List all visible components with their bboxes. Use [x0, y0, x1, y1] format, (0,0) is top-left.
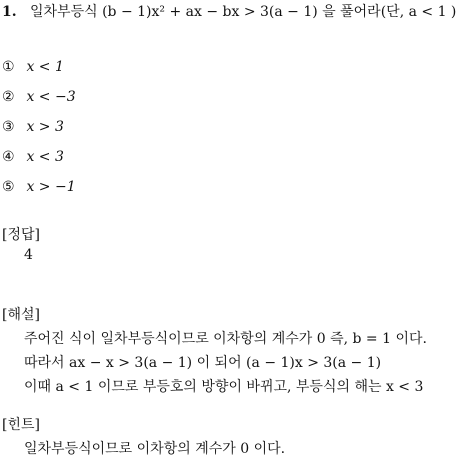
- hint-heading: [힌트]: [2, 417, 40, 433]
- choice-1-mark: ①: [2, 59, 15, 75]
- choice-2-text: x < −3: [26, 89, 76, 105]
- choice-1[interactable]: [2, 58, 64, 76]
- choice-3[interactable]: [2, 118, 64, 136]
- choice-2-mark: ②: [2, 89, 15, 105]
- choice-5[interactable]: [2, 178, 76, 196]
- choice-3-mark: ③: [2, 119, 15, 135]
- answer-heading: [정답]: [2, 227, 40, 243]
- hint-line-1: 일차부등식이므로 이차항의 계수가 0 이다.: [24, 441, 286, 457]
- choice-5-mark: ⑤: [2, 179, 15, 195]
- question-text: 일차부등식 (b − 1)x² + ax − bx > 3(a − 1) 을 풀어라(단, a < 1 ): [30, 4, 457, 20]
- choice-4-text: x < 3: [26, 149, 64, 165]
- explanation-line-1: 주어진 식이 일차부등식이므로 이차항의 계수가 0 즉, b = 1 이다.: [24, 331, 427, 347]
- choice-3-text: x > 3: [26, 119, 64, 135]
- choice-1-text: x < 1: [26, 59, 64, 75]
- choice-4-mark: ④: [2, 149, 15, 165]
- explanation-line-3: 이때 a < 1 이므로 부등호의 방향이 바뀌고, 부등식의 해는 x < 3: [24, 379, 424, 395]
- question-number: 1.: [2, 4, 17, 20]
- choice-2[interactable]: [2, 88, 76, 106]
- explanation-line-2: 따라서 ax − x > 3(a − 1) 이 되어 (a − 1)x > 3(a − 1): [24, 355, 382, 371]
- explanation-heading: [해설]: [2, 307, 40, 323]
- choice-5-text: x > −1: [26, 179, 76, 195]
- answer-value: 4: [24, 247, 33, 263]
- choice-4[interactable]: [2, 148, 64, 166]
